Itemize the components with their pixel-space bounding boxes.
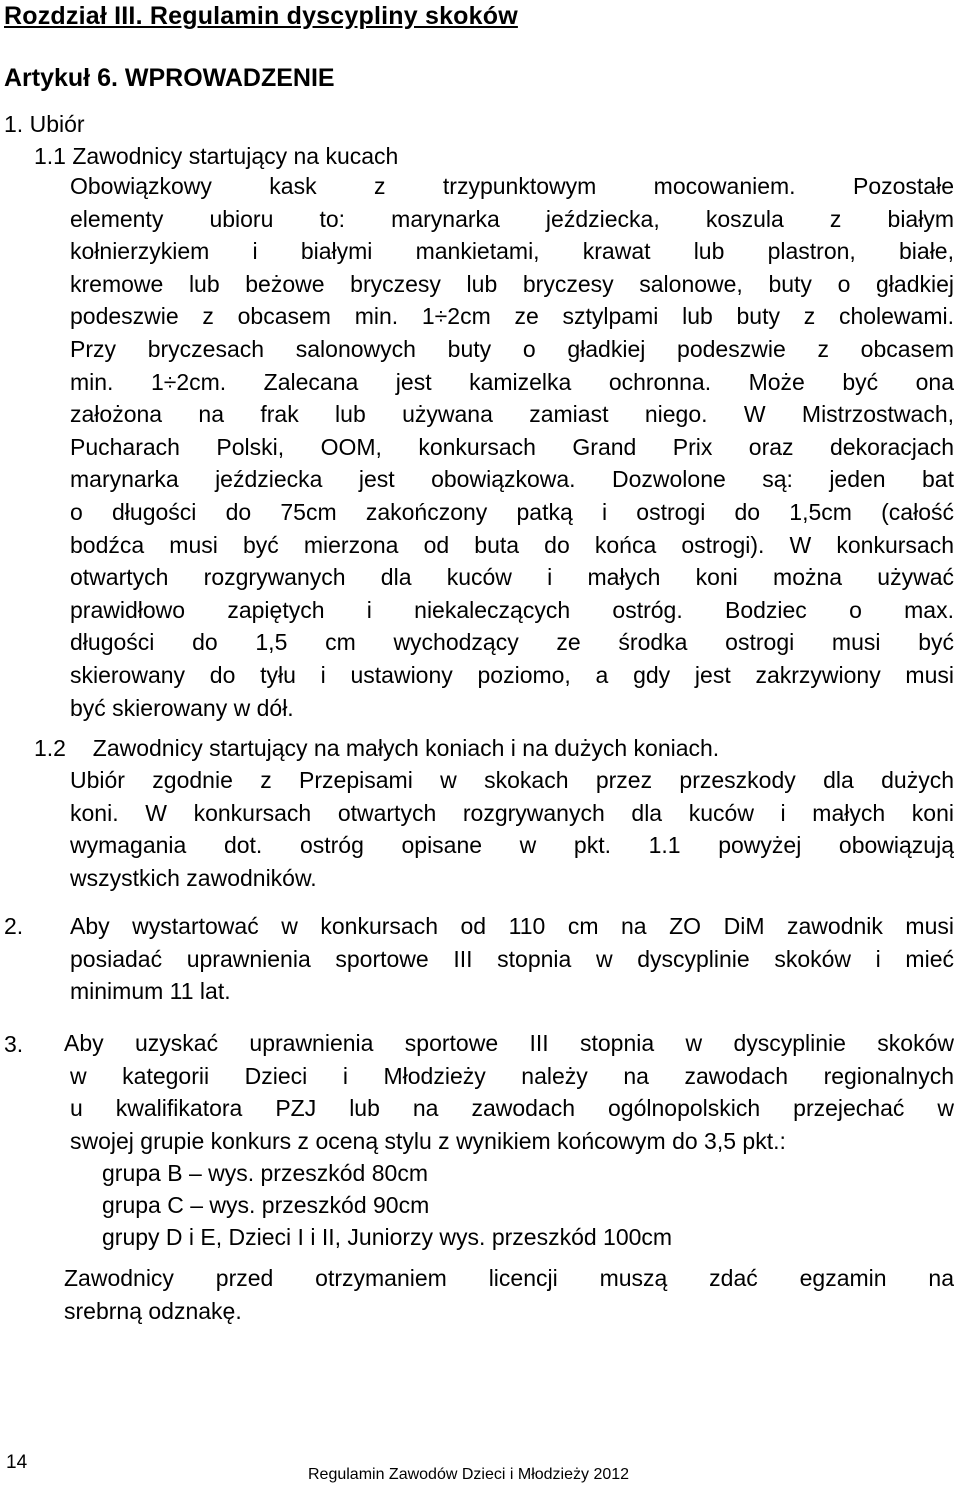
text-line: swojej grupie konkurs z oceną stylu z wynikiem końcowym do 3,5 pkt.: [70,1127,786,1154]
text-line: koni. W konkursach otwartych rozgrywanych dla kuców i małych koni [70,799,954,826]
text-line: Pucharach Polski, OOM, konkursach Grand Prix oraz dekoracjach [70,433,954,460]
article-title: Artykuł 6. WPROWADZENIE [4,64,335,92]
text-line: długości do 1,5 cm wychodzący ze środka ostrogi musi być [70,629,954,656]
text-line: marynarka jeździecka jest obowiązkowa. Dozwolone są: jeden bat [70,466,954,493]
section-3-body-first [64,1027,954,1060]
text-line: skierowany do tyłu i ustawiony poziomo, a gdy jest zakrzywiony musi [70,661,954,688]
text-line: u kwalifikatora PZJ lub na zawodach ogólnopolskich przejechać w [70,1095,954,1122]
text-line: Przy bryczesach salonowych buty o gładkiej podeszwie z obcasem [70,335,954,362]
subsection-1-1-body [70,170,954,724]
section-1-heading [4,110,85,138]
section-1-number: 1. [4,111,24,137]
text-line: kołnierzykiem i białymi mankietami, krawat lub plastron, białe, [70,238,954,265]
subsection-1-2-body [70,764,954,894]
text-line: srebrną odznakę. [64,1297,242,1324]
footer-text: Regulamin Zawodów Dzieci i Młodzieży 2012 [308,1466,630,1483]
text-line: Obowiązkowy kask z trzypunktowym mocowaniem. Pozostałe [70,173,954,199]
text-line: kremowe lub beżowe bryczesy lub bryczesy salonowe, buty o gładkiej [70,270,954,297]
subsection-1-2-heading [34,734,719,762]
text-line: wszystkich zawodników. [70,864,317,891]
text-line: posiadać uprawnienia sportowe III stopnia w dyscyplinie skoków i mieć [70,945,954,972]
text-line: o długości do 75cm zakończony patką i ostrogi do 1,5cm (całość [70,498,954,525]
text-line: min. 1÷2cm. Zalecana jest kamizelka ochronna. Może być ona [70,368,954,395]
subsection-1-2-number: 1.2 [34,735,66,761]
text-line: założona na frak lub używana zamiast niego. W Mistrzostwach, [70,401,954,428]
group-line: grupa C – wys. przeszkód 90cm [102,1192,430,1218]
text-line: minimum 11 lat. [70,978,231,1005]
section-2-body [70,910,954,1008]
text-line: prawidłowo zapiętych i niekaleczących ostróg. Bodziec o max. [70,596,954,623]
subsection-1-2-title: Zawodnicy startujący na małych koniach i na dużych koniach. [92,735,720,761]
text-line: Aby wystartować w konkursach od 110 cm na ZO DiM zawodnik musi [70,913,954,939]
text-line: podeszwie z obcasem min. 1÷2cm ze sztylpami lub buty z cholewami. [70,303,954,330]
text-line: Ubiór zgodnie z Przepisami w skokach przez przeszkody dla dużych [70,767,954,793]
text-line: bodźca musi być mierzona od buta do końca ostrogi). W konkursach [70,531,954,558]
text-line: elementy ubioru to: marynarka jeździecka, koszula z białym [70,205,954,232]
section-3-number: 3. [4,1031,24,1057]
text-line: wymagania dot. ostróg opisane w pkt. 1.1 powyżej obowiązują [70,832,954,859]
text-line: być skierowany w dół. [70,694,294,721]
section-2-number: 2. [4,913,24,939]
text-line: Zawodnicy przed otrzymaniem licencji muszą zdać egzamin na [64,1265,954,1291]
text-line: w kategorii Dzieci i Młodzieży należy na zawodach regionalnych [70,1062,954,1089]
text-line: Aby uzyskać uprawnienia sportowe III stopnia w dyscyplinie skoków [64,1030,954,1056]
chapter-title: Rozdział III. Regulamin dyscypliny skoków [4,2,518,30]
page-number: 14 [6,1452,28,1473]
text-line: otwartych rozgrywanych dla kuców i małych koni można używać [70,564,954,591]
section-3-note [64,1262,954,1327]
section-1-title: Ubiór [29,111,85,137]
subsection-1-1-heading: 1.1 Zawodnicy startujący na kucach [34,143,399,169]
group-line: grupy D i E, Dzieci I i II, Juniorzy wys. przeszkód 100cm [102,1224,673,1250]
section-3-body [70,1060,954,1158]
group-line: grupa B – wys. przeszkód 80cm [102,1160,428,1186]
